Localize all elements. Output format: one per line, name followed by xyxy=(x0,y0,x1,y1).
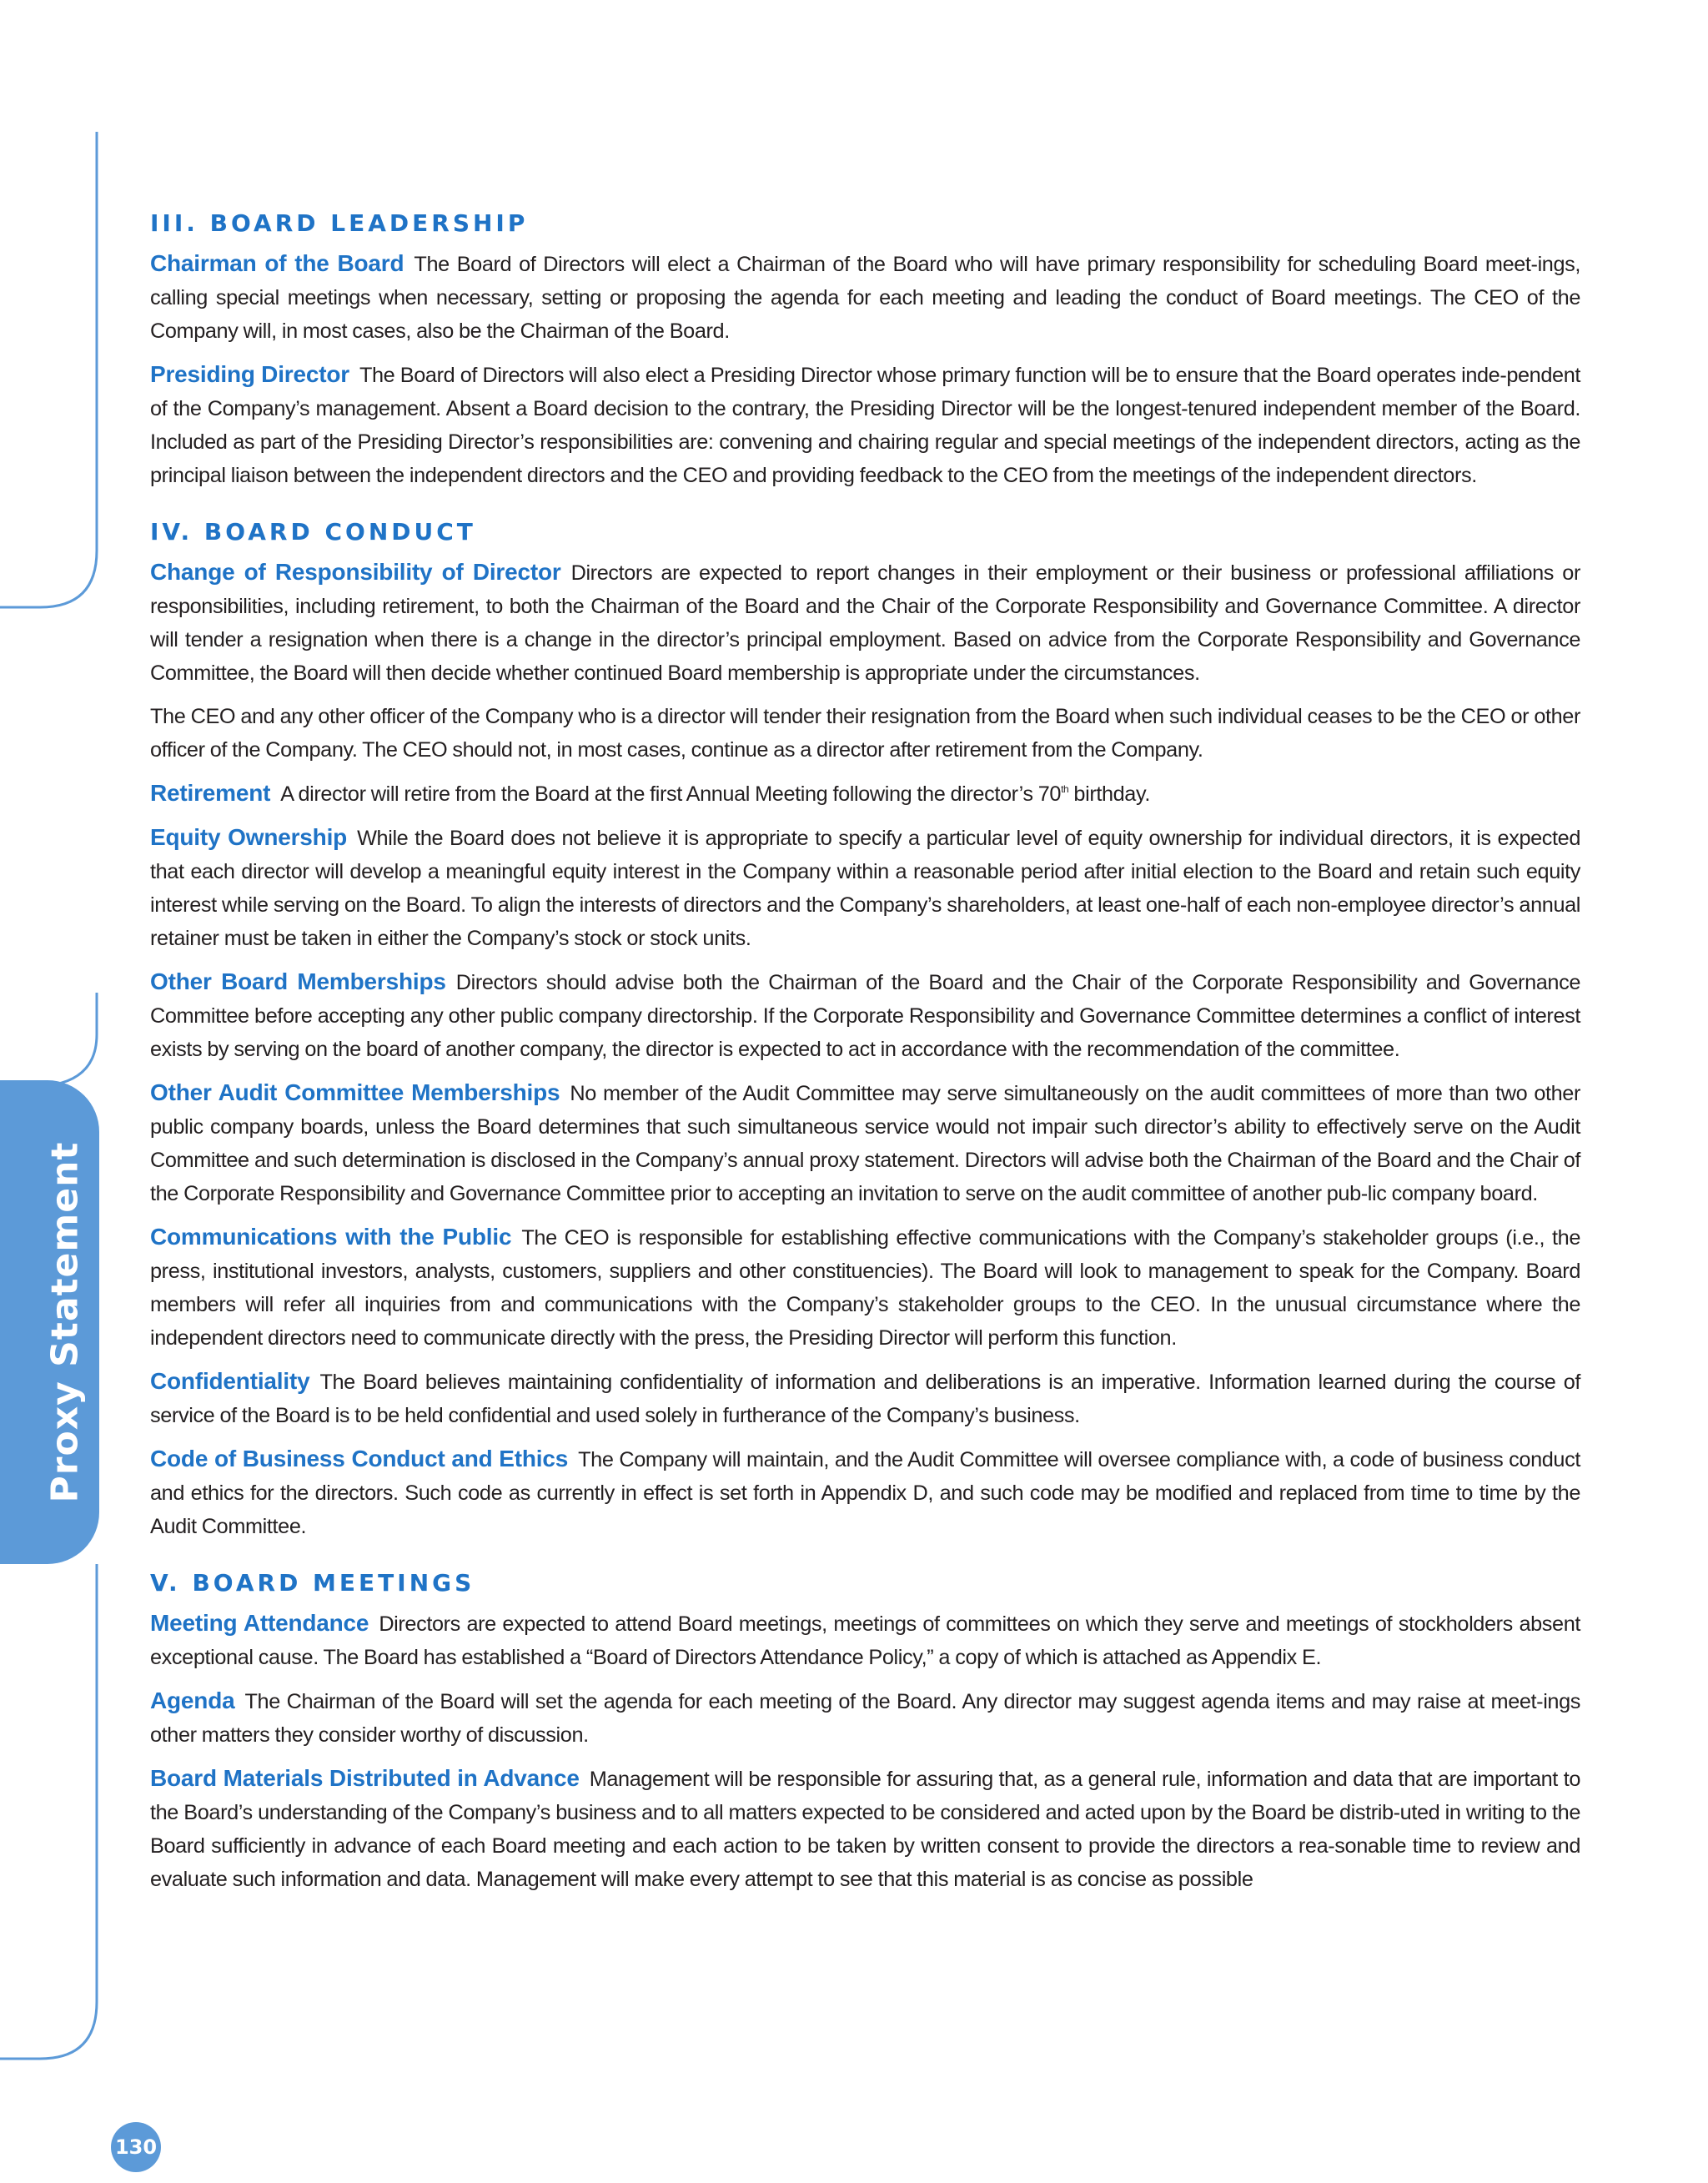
section-board-conduct xyxy=(150,516,1580,1543)
paragraph-text: Directors should advise both the Chairman of the Board and the Chair of the Corporate Responsibility and Governance Committee before accepting any other public company directorship. If the Corporate Responsibility and Governance Committee determines a conflict of interest exists by serving on the board of another company, the director is expected to act in accordance with the recommendation of the committee. xyxy=(150,971,1581,1061)
paragraph-text-end: birthday. xyxy=(1068,782,1150,806)
paragraph-text: A director will retire from the Board at the first Annual Meeting following the director’s 70 xyxy=(280,782,1062,806)
paragraph-text: The Board believes maintaining confidentiality of information and deliberations is an imperative. Information learned during the course of service of the Board is to be held confidential and used solely in furtherance of the Company’s business. xyxy=(150,1371,1580,1427)
paragraph-lead: Other Audit Committee Memberships xyxy=(150,1079,560,1105)
paragraph-lead: Communications with the Public xyxy=(150,1224,512,1250)
paragraph-confidentiality xyxy=(150,1365,1580,1432)
document-body xyxy=(150,207,1580,1906)
paragraph-lead: Confidentiality xyxy=(150,1368,310,1394)
section-board-meetings xyxy=(150,1567,1580,1896)
paragraph-ceo-resignation xyxy=(150,700,1580,767)
paragraph-text: The Chairman of the Board will set the agenda for each meeting of the Board. Any director may suggest agenda items and may raise at meet-ings other matters they consider worthy of discussion. xyxy=(150,1690,1580,1747)
paragraph-presiding-director xyxy=(150,358,1580,492)
paragraph-communications xyxy=(150,1220,1580,1355)
section-heading: IV. BOARD CONDUCT xyxy=(150,518,476,546)
paragraph-equity-ownership xyxy=(150,821,1580,955)
paragraph-change-of-responsibility xyxy=(150,556,1580,690)
paragraph-text: The CEO and any other officer of the Company who is a director will tender their resignation from the Board when such individual ceases to be the CEO or other officer of the Company. The CEO should not, in most cases, continue as a director after retirement from the Company. xyxy=(150,705,1580,762)
section-board-leadership xyxy=(150,207,1580,492)
paragraph-other-board-memberships xyxy=(150,965,1580,1066)
paragraph-lead: Presiding Director xyxy=(150,361,349,387)
section-tab-label: Proxy Statement xyxy=(43,1141,87,1503)
paragraph-chairman xyxy=(150,247,1580,348)
paragraph-lead: Agenda xyxy=(150,1688,235,1713)
paragraph-meeting-attendance xyxy=(150,1607,1580,1674)
paragraph-lead: Other Board Memberships xyxy=(150,968,446,994)
paragraph-lead: Chairman of the Board xyxy=(150,250,404,276)
section-heading: III. BOARD LEADERSHIP xyxy=(150,209,529,237)
section-heading: V. BOARD MEETINGS xyxy=(150,1569,475,1597)
paragraph-text: The Company will maintain, and the Audit Committee will oversee compliance with, a code of business conduct and ethics for the directors. Such code as currently in effect is set forth in Appendix D, and such code may be modified and replaced from time to time by the Audit Committee. xyxy=(150,1448,1580,1538)
paragraph-text: The CEO is responsible for establishing effective communications with the Company’s stakeholder groups (i.e., the press, institutional investors, analysts, customers, suppliers and other constituencies). The Board will look to management to speak for the Company. Board members will refer all inquiries from and communications with the Company’s stakeholder groups to the CEO. In the unusual circumstance where the independent directors need to communicate directly with the press, the Presiding Director will perform this function. xyxy=(150,1226,1580,1350)
paragraph-agenda xyxy=(150,1684,1580,1752)
paragraph-audit-committee-memberships xyxy=(150,1076,1580,1210)
paragraph-text: The Board of Directors will elect a Chairman of the Board who will have primary responsibility for scheduling Board meet-ings, calling special meetings when necessary, setting or proposing the agenda for each meeting and leading the conduct of Board meetings. The CEO of the Company will, in most cases, also be the Chairman of the Board. xyxy=(150,253,1581,343)
paragraph-lead: Code of Business Conduct and Ethics xyxy=(150,1446,569,1471)
paragraph-text: Management will be responsible for assuring that, as a general rule, information and data that are important to the Board’s understanding of the Company’s business and to all matters expected to be considered and acted upon by the Board be distrib-uted in writing to the Board sufficiently in advance of each Board meeting and each action to be taken by written consent to provide the directors a rea-sonable time to review and evaluate such information and data. Management will make every attempt to see that this material is as concise as possible xyxy=(150,1768,1580,1891)
paragraph-text: No member of the Audit Committee may serve simultaneously on the audit committees of more than two other public company boards, unless the Board determines that such simultaneous service would not impair such director’s ability to effectively serve on the Audit Committee and such determination is disclosed in the Company’s annual proxy statement. Directors will advise both the Chairman of the Board and the Chair of the Corporate Responsibility and Governance Committee prior to accepting an invitation to serve on the audit committee of another pub-lic company board. xyxy=(150,1082,1580,1205)
paragraph-code-of-conduct xyxy=(150,1442,1580,1543)
ordinal-superscript: th xyxy=(1061,783,1069,795)
paragraph-text: Directors are expected to attend Board meetings, meetings of committees on which they serve and meetings of stockholders absent exceptional cause. The Board has established a “Board of Directors Attendance Policy,” a copy of which is attached as Appendix E. xyxy=(150,1612,1581,1669)
paragraph-lead: Retirement xyxy=(150,780,271,806)
paragraph-retirement xyxy=(150,777,1580,811)
paragraph-board-materials xyxy=(150,1762,1580,1896)
paragraph-lead: Board Materials Distributed in Advance xyxy=(150,1765,580,1791)
paragraph-text: While the Board does not believe it is appropriate to specify a particular level of equity ownership for individual directors, it is expected that each director will develop a meaningful equity interest in the Company within a reasonable period after initial election to the Board and retain such equity interest while serving on the Board. To align the interests of directors and the Company’s shareholders, at least one-half of each non-employee director’s annual retainer must be taken in either the Company’s stock or stock units. xyxy=(150,827,1581,950)
paragraph-lead: Equity Ownership xyxy=(150,824,348,850)
paragraph-text: Directors are expected to report changes in their employment or their business or professional affiliations or responsibilities, including retirement, to both the Chairman of the Board and the Chair of the Corporate Responsibility and Governance Committee. A director will tender a resignation when there is a change in the director’s principal employment. Based on advice from the Corporate Responsibility and Governance Committee, the Board will then decide whether continued Board membership is appropriate under the circumstances. xyxy=(150,561,1580,685)
paragraph-text: The Board of Directors will also elect a Presiding Director whose primary function will be to ensure that the Board operates inde-pendent of the Company’s management. Absent a Board decision to the contrary, the Presiding Director will be the longest-tenured independent member of the Board. Included as part of the Presiding Director’s responsibilities are: convening and chairing regular and special meetings of the independent directors, acting as the principal liaison between the independent directors and the CEO and providing feedback to the CEO from the meetings of the independent directors. xyxy=(150,364,1580,487)
paragraph-lead: Meeting Attendance xyxy=(150,1610,369,1636)
paragraph-lead: Change of Responsibility of Director xyxy=(150,559,561,585)
page-number: 130 xyxy=(111,2122,161,2172)
